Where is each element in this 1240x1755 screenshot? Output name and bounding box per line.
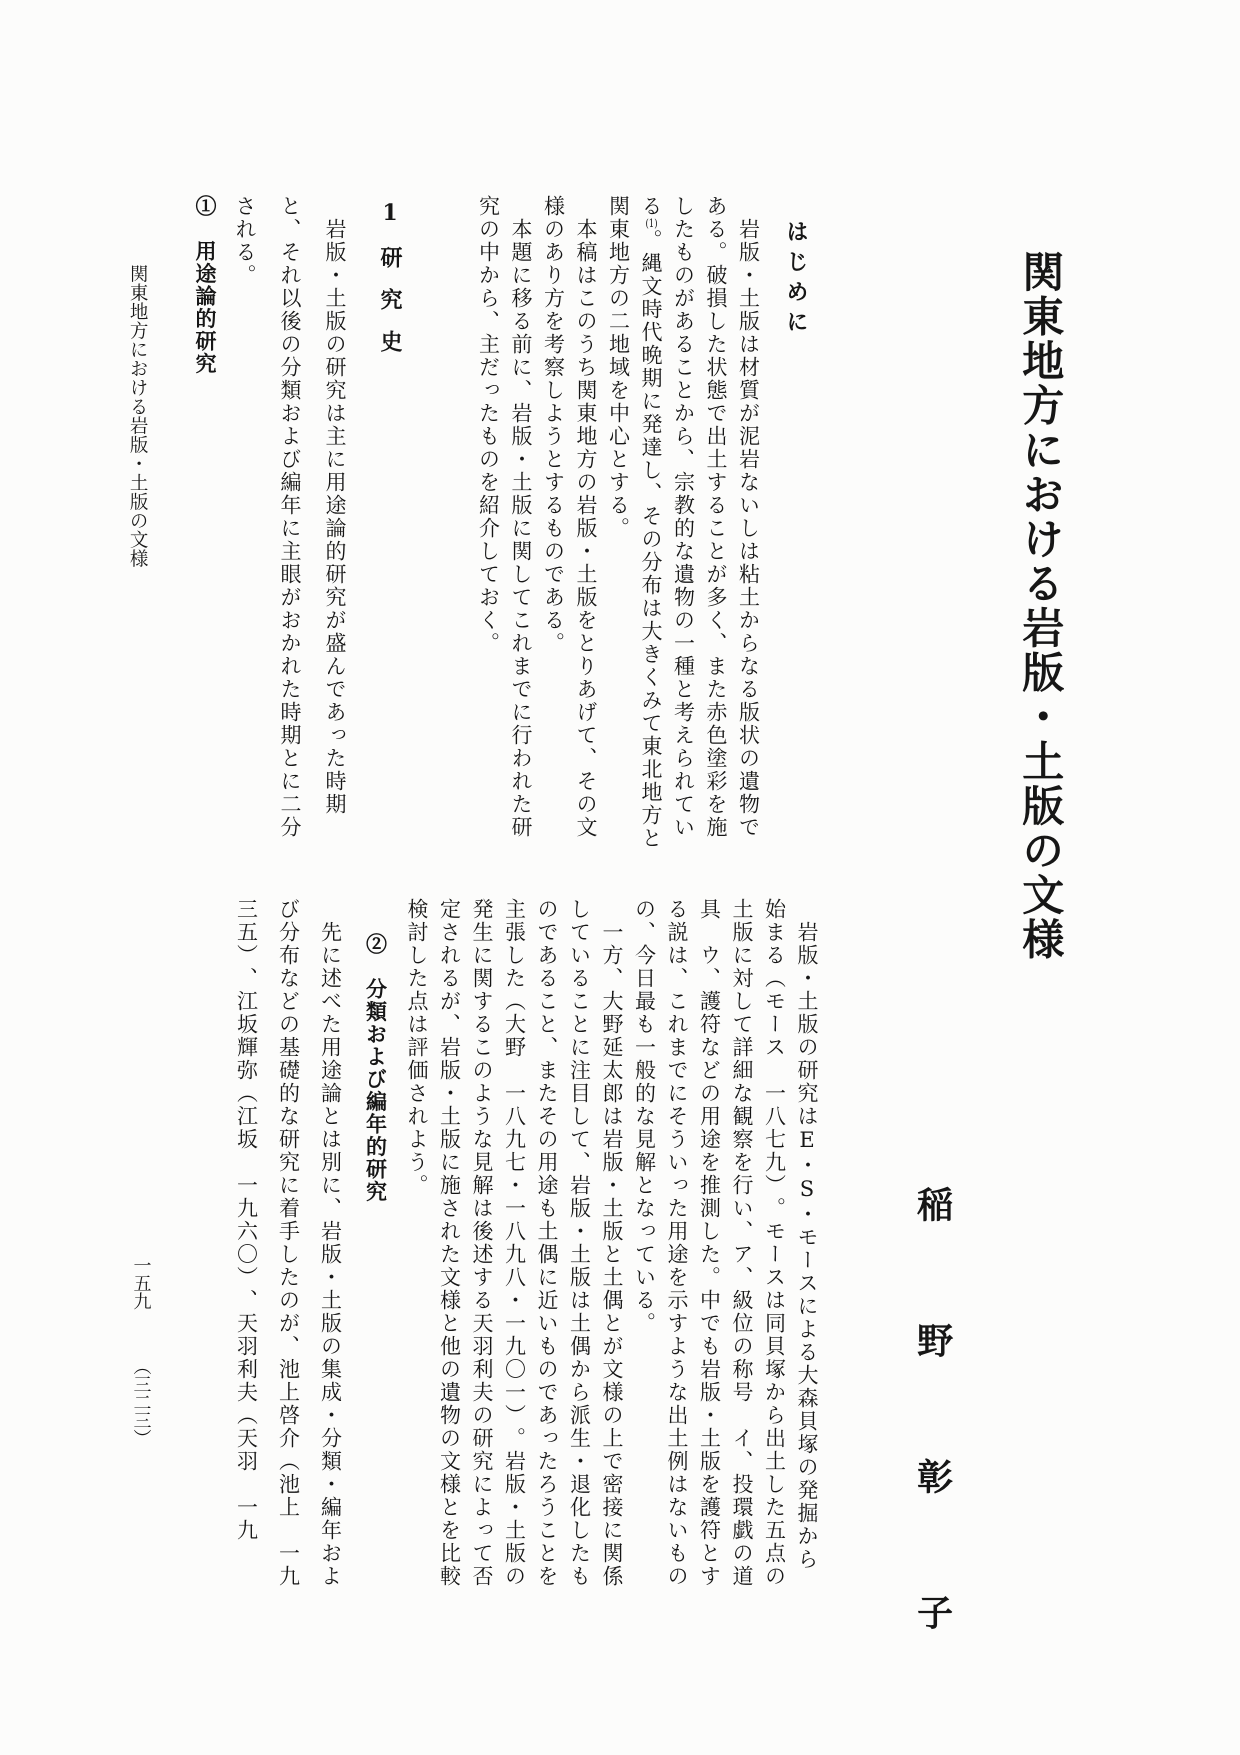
running-header-title: 関東地方における岩版・土版の文様 xyxy=(127,264,149,568)
paragraph-3: 本題に移る前に、岩版・土版に関してこれまでに行われた研究の中から、主だったものを紹介しておく。 xyxy=(476,195,533,839)
paragraph-7: 先に述べた用途論とは別に、岩版・土版の集成・分類・編年および分布などの基礎的な研究に着手したのが、池上啓介︵池上 一九三五︶、江坂輝弥︵江坂 一九六〇︶、天羽利夫︵天羽 一九 xyxy=(234,898,343,1588)
article-title: 関東地方における岩版・土版の文様 xyxy=(1016,250,1066,962)
page-number-kanji: 一五九 xyxy=(130,1256,152,1310)
subsection-heading-bunrui-hennen: ② 分類および編年的研究 xyxy=(363,933,389,1203)
page-number-paren: ︵三二三︶ xyxy=(130,1357,152,1447)
page-number xyxy=(129,1256,152,1447)
footnote-marker-1: (1) xyxy=(645,218,658,229)
upper-text-band xyxy=(189,195,812,857)
paragraph-4: 岩版・土版の研究は主に用途論的研究が盛んであった時期と、それ以後の分類および編年に主眼がおかれた時期とに二分される。 xyxy=(233,195,347,839)
paragraph-1 xyxy=(602,195,765,857)
paragraph-6: 一方、大野延太郎は岩版・土版と土偶とが文様の上で密接に関係していることに注目して、岩版・土版は土偶から派生・退化したものであること、またその用途も土偶に近いものであったろうことを主張した︵大野 一八九七・一八九八・一九〇一︶。岩版・土版の発生に関するこのような見解は後述する天羽利夫の研究によって否定されるが、岩版・土版に施された文様と他の遺物の文様とを比較検討した点は評価されよう。 xyxy=(405,898,624,1588)
lower-text-band xyxy=(226,898,824,1590)
paragraph-1-text: 岩版・土版は材質が泥岩ないしは粘土からなる版状の遺物である。破損した状態で出土することが多く、また赤色塗彩を施したものがあることから、宗教的な遺物の一種と考えられている xyxy=(639,195,761,839)
section-heading-hajimeni: はじめに xyxy=(783,220,809,340)
paragraph-1-cont: 。縄文時代晩期に発達し、その分布は大きくみて東北地方と関東地方の二地域を中心とする。 xyxy=(606,195,663,850)
section-heading-kenkyushi: 1研究史 xyxy=(377,200,403,372)
author-name: 稲野彰子 xyxy=(911,1186,954,1730)
paragraph-2: 本稿はこのうち関東地方の岩版・土版をとりあげて、その文様のあり方を考察しようとするものである。 xyxy=(541,195,598,839)
subsection-heading-youtoron: ① 用途論的研究 xyxy=(193,195,218,375)
paragraph-5: 岩版・土版の研究はE・S・モースによる大森貝塚の発掘から始まる︵モース 一八七九︶。モースは同貝塚から出土した五点の土版に対して詳細な観察を行い、ア、級位の称号 イ、投環戯の道具 ウ、護符などの用途を推測した。中でも岩版・土版を護符とする説は、これまでにそういった用途を示すような出土例はないものの、今日最も一般的な見解となっている。 xyxy=(632,898,819,1588)
